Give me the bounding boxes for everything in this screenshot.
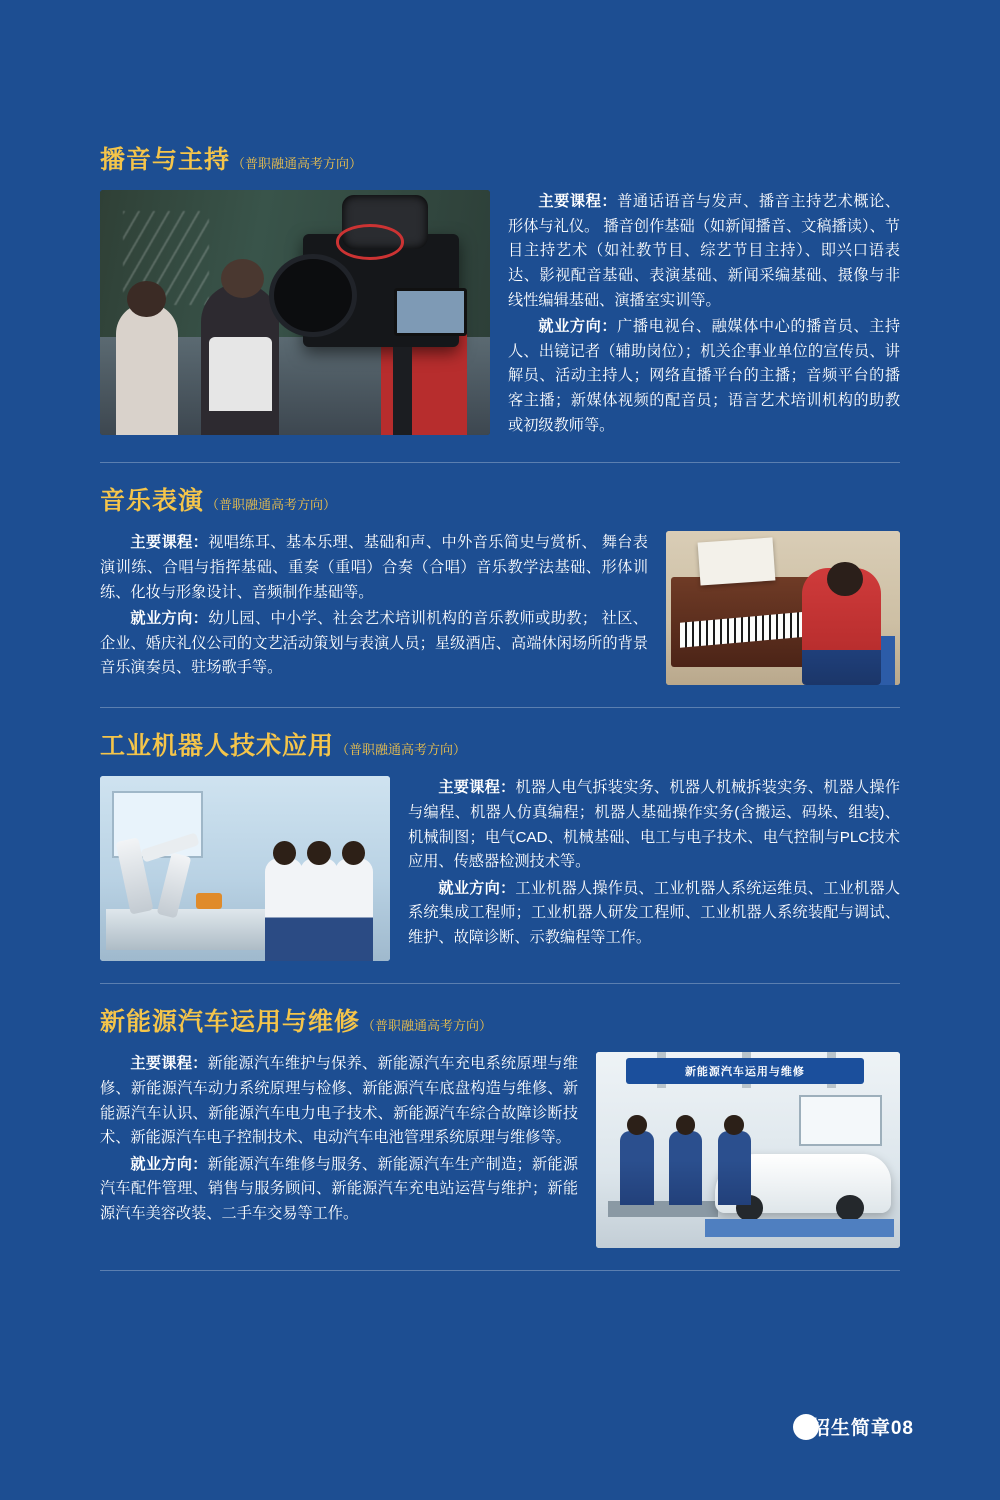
section-divider xyxy=(100,707,900,708)
program-subtitle: （普职融通高考方向） xyxy=(362,1018,493,1034)
program-body xyxy=(100,190,900,440)
section-divider xyxy=(100,983,900,984)
courses-label: 主要课程： xyxy=(538,193,618,210)
program-section-nev xyxy=(100,1002,900,1271)
new-energy-vehicle-workshop-photo xyxy=(596,1052,900,1248)
courses-text: 新能源汽车维护与保养、新能源汽车充电系统原理与维修、新能源汽车动力系统原理与检修、新能源汽车底盘构造与维修、新能源汽车认识、新能源汽车电力电子技术、新能源汽车综合故障诊断技术、新能源汽车电子控制技术、电动汽车电池管理系统原理与维修等。 xyxy=(100,1055,579,1147)
employment-text: 新能源汽车维修与服务、新能源汽车生产制造；新能源汽车配件管理、销售与服务顾问、新能源汽车充电站运营与维护；新能源汽车美容改装、二手车交易等工作。 xyxy=(100,1155,579,1222)
courses-text: 视唱练耳、基本乐理、基础和声、中外音乐简史与赏析、 舞台表演训练、合唱与指挥基础、重奏（重唱）合奏（合唱）音乐教学法基础、形体训练、化妆与形象设计、音频制作基础等。 xyxy=(100,534,648,601)
program-header xyxy=(100,726,900,762)
photo-banner-text: 新能源汽车运用与维修 xyxy=(626,1058,863,1083)
program-text xyxy=(408,776,900,952)
section-divider xyxy=(100,1270,900,1271)
program-title: 新能源汽车运用与维修 xyxy=(100,1008,361,1037)
courses-paragraph xyxy=(508,190,900,313)
program-header xyxy=(100,140,900,176)
page-footer xyxy=(793,1413,914,1440)
employment-paragraph xyxy=(100,607,648,681)
programs-container xyxy=(100,140,900,1289)
employment-label: 就业方向： xyxy=(130,1155,208,1173)
courses-text: 普通话语音与发声、播音主持艺术概论、形体与礼仪。 播音创作基础（如新闻播音、文稿播读）、节目主持艺术（如社教节目、综艺节目主持）、即兴口语表达、影视配音基础、表演基础、新闻采编基础、摄像与非线性编辑基础、演播室实训等。 xyxy=(508,193,901,309)
program-title: 工业机器人技术应用 xyxy=(100,732,335,761)
section-divider xyxy=(100,462,900,463)
courses-label: 主要课程： xyxy=(438,779,516,797)
employment-label: 就业方向： xyxy=(130,610,209,628)
program-body xyxy=(100,531,900,685)
piano-practice-photo xyxy=(666,531,900,685)
courses-paragraph xyxy=(100,1052,578,1151)
program-text xyxy=(100,1052,578,1228)
employment-paragraph xyxy=(408,877,900,951)
courses-label: 主要课程： xyxy=(130,1055,208,1073)
courses-paragraph xyxy=(100,531,648,605)
courses-text: 机器人电气拆装实务、机器人机械拆装实务、机器人操作与编程、机器人仿真编程；机器人基础操作实务(含搬运、码垛、组装)、机械制图；电气CAD、机械基础、电工与电子技术、电气控制与PLC技术应用、传感器检测技术等。 xyxy=(408,779,901,871)
footer-label: 招生简章08 xyxy=(810,1418,914,1439)
industrial-robot-lab-photo xyxy=(100,776,390,961)
program-section-broadcasting xyxy=(100,140,900,463)
employment-text: 工业机器人操作员、工业机器人系统运维员、工业机器人系统集成工程师；工业机器人研发工程师、工业机器人系统装配与调试、维护、故障诊断、示教编程等工作。 xyxy=(408,879,901,946)
employment-text: 广播电视台、融媒体中心的播音员、主持人、出镜记者（辅助岗位）；机关企事业单位的宣传员、讲解员、活动主持人；网络直播平台的主播；音频平台的播客主播；新媒体视频的配音员；语言艺术培训机构的助教或初级教师等。 xyxy=(508,318,901,434)
broadcasting-studio-photo xyxy=(100,190,490,435)
program-title: 播音与主持 xyxy=(100,146,231,174)
program-text xyxy=(508,190,900,440)
program-title: 音乐表演 xyxy=(100,487,205,516)
program-subtitle: （普职融通高考方向） xyxy=(232,156,363,171)
program-header xyxy=(100,1002,900,1038)
program-subtitle: （普职融通高考方向） xyxy=(336,742,467,758)
courses-label: 主要课程： xyxy=(130,534,209,552)
courses-paragraph xyxy=(408,776,900,875)
employment-paragraph xyxy=(100,1153,578,1227)
employment-paragraph xyxy=(508,315,900,438)
program-section-robotics xyxy=(100,726,900,984)
employment-label: 就业方向： xyxy=(438,879,516,897)
program-section-music xyxy=(100,481,900,708)
program-header xyxy=(100,481,900,517)
employment-label: 就业方向： xyxy=(538,318,618,336)
employment-text: 幼儿园、中小学、社会艺术培训机构的音乐教师或助教； 社区、企业、婚庆礼仪公司的文艺活动策划与表演人员；星级酒店、高端休闲场所的背景音乐演奏员、驻场歌手等。 xyxy=(100,610,648,677)
program-body xyxy=(100,776,900,961)
program-text xyxy=(100,531,648,683)
program-subtitle: （普职融通高考方向） xyxy=(206,497,337,513)
program-body xyxy=(100,1052,900,1248)
